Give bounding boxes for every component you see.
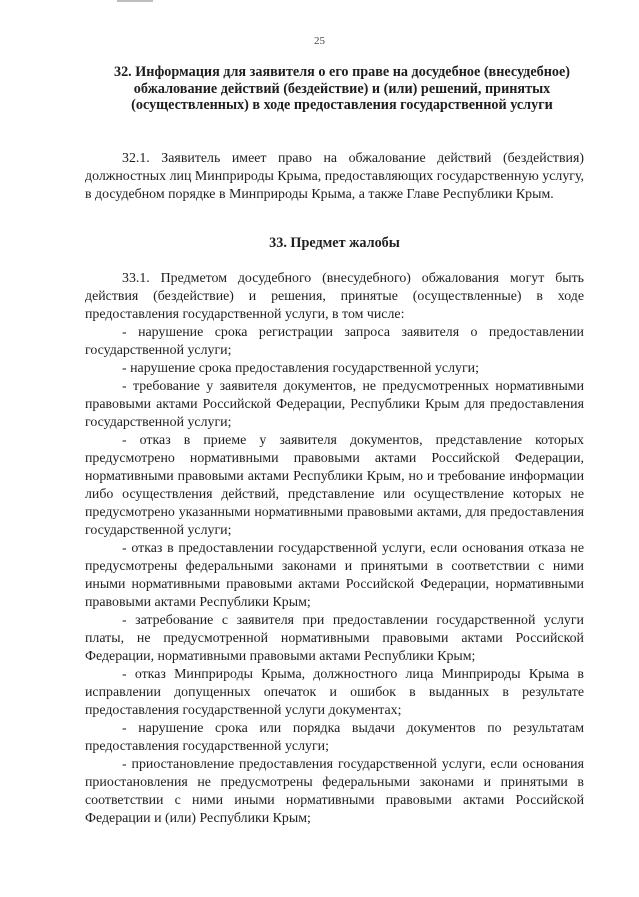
list-item: - отказ в предоставлении государственной услуги, если основания отказа не предусмотрены федеральными законами и принятыми в соответствии с ними иными нормативными правовыми актами Российской Федерации, нормативными правовыми актами Республики Крым;: [85, 541, 584, 610]
list-item: - нарушение срока или порядка выдачи документов по результатам предоставления государственной услуги;: [85, 721, 584, 754]
list-item: - нарушение срока регистрации запроса заявителя о предоставлении государственной услуги;: [85, 325, 584, 358]
list-item: - отказ в приеме у заявителя документов, представление которых предусмотрено нормативными правовыми актами Российской Федерации, нормативными правовыми актами Республики Крым, но и требование информации либо осуществления действий, представление или осуществление которых не предусмотрено указанными нормативными правовыми актами, для предоставления государственной услуги;: [85, 433, 584, 538]
section-33-1-paragraph: 33.1. Предметом досудебного (внесудебного) обжалования могут быть действия (бездействие) и решения, принятые (осуществленные) в ходе предоставления государственной услуги, в том числе:: [85, 271, 584, 322]
scan-artifact: [117, 0, 153, 2]
page-number: 25: [314, 35, 325, 47]
list-item: - отказ Минприроды Крыма, должностного лица Минприроды Крыма в исправлении допущенных опечаток и ошибок в выданных в результате предоставления государственной услуги документах;: [85, 667, 584, 718]
list-item: - приостановление предоставления государственной услуги, если основания приостановления не предусмотрены федеральными законами и принятыми в соответствии с ними иными нормативными правовыми актами Российской Федерации и (или) Республики Крым;: [85, 757, 584, 826]
list-item: - затребование с заявителя при предоставлении государственной услуги платы, не предусмотренной нормативными правовыми актами Российской Федерации, нормативными правовыми актами Республики Крым;: [85, 613, 584, 664]
section-32-heading: 32. Информация для заявителя о его праве на досудебное (внесудебное) обжалование действий (бездействие) и (или) решений, принятых (осуществленных) в ходе предоставления государственной услуги: [113, 64, 571, 114]
section-33-body: [85, 270, 584, 828]
complaint-subject-list: [85, 324, 584, 828]
section-32-1-paragraph: 32.1. Заявитель имеет право на обжалование действий (бездействия) должностных лиц Минприроды Крыма, предоставляющих государственную услугу, в досудебном порядке в Минприроды Крыма, а также Главе Республики Крым.: [85, 151, 584, 202]
section-32-body: [85, 150, 584, 204]
list-item: - нарушение срока предоставления государственной услуги;: [122, 361, 479, 376]
section-33-heading: 33. Предмет жалобы: [269, 235, 400, 251]
list-item: - требование у заявителя документов, не предусмотренных нормативными правовыми актами Российской Федерации, Республики Крым для предоставления государственной услуги;: [85, 379, 584, 430]
